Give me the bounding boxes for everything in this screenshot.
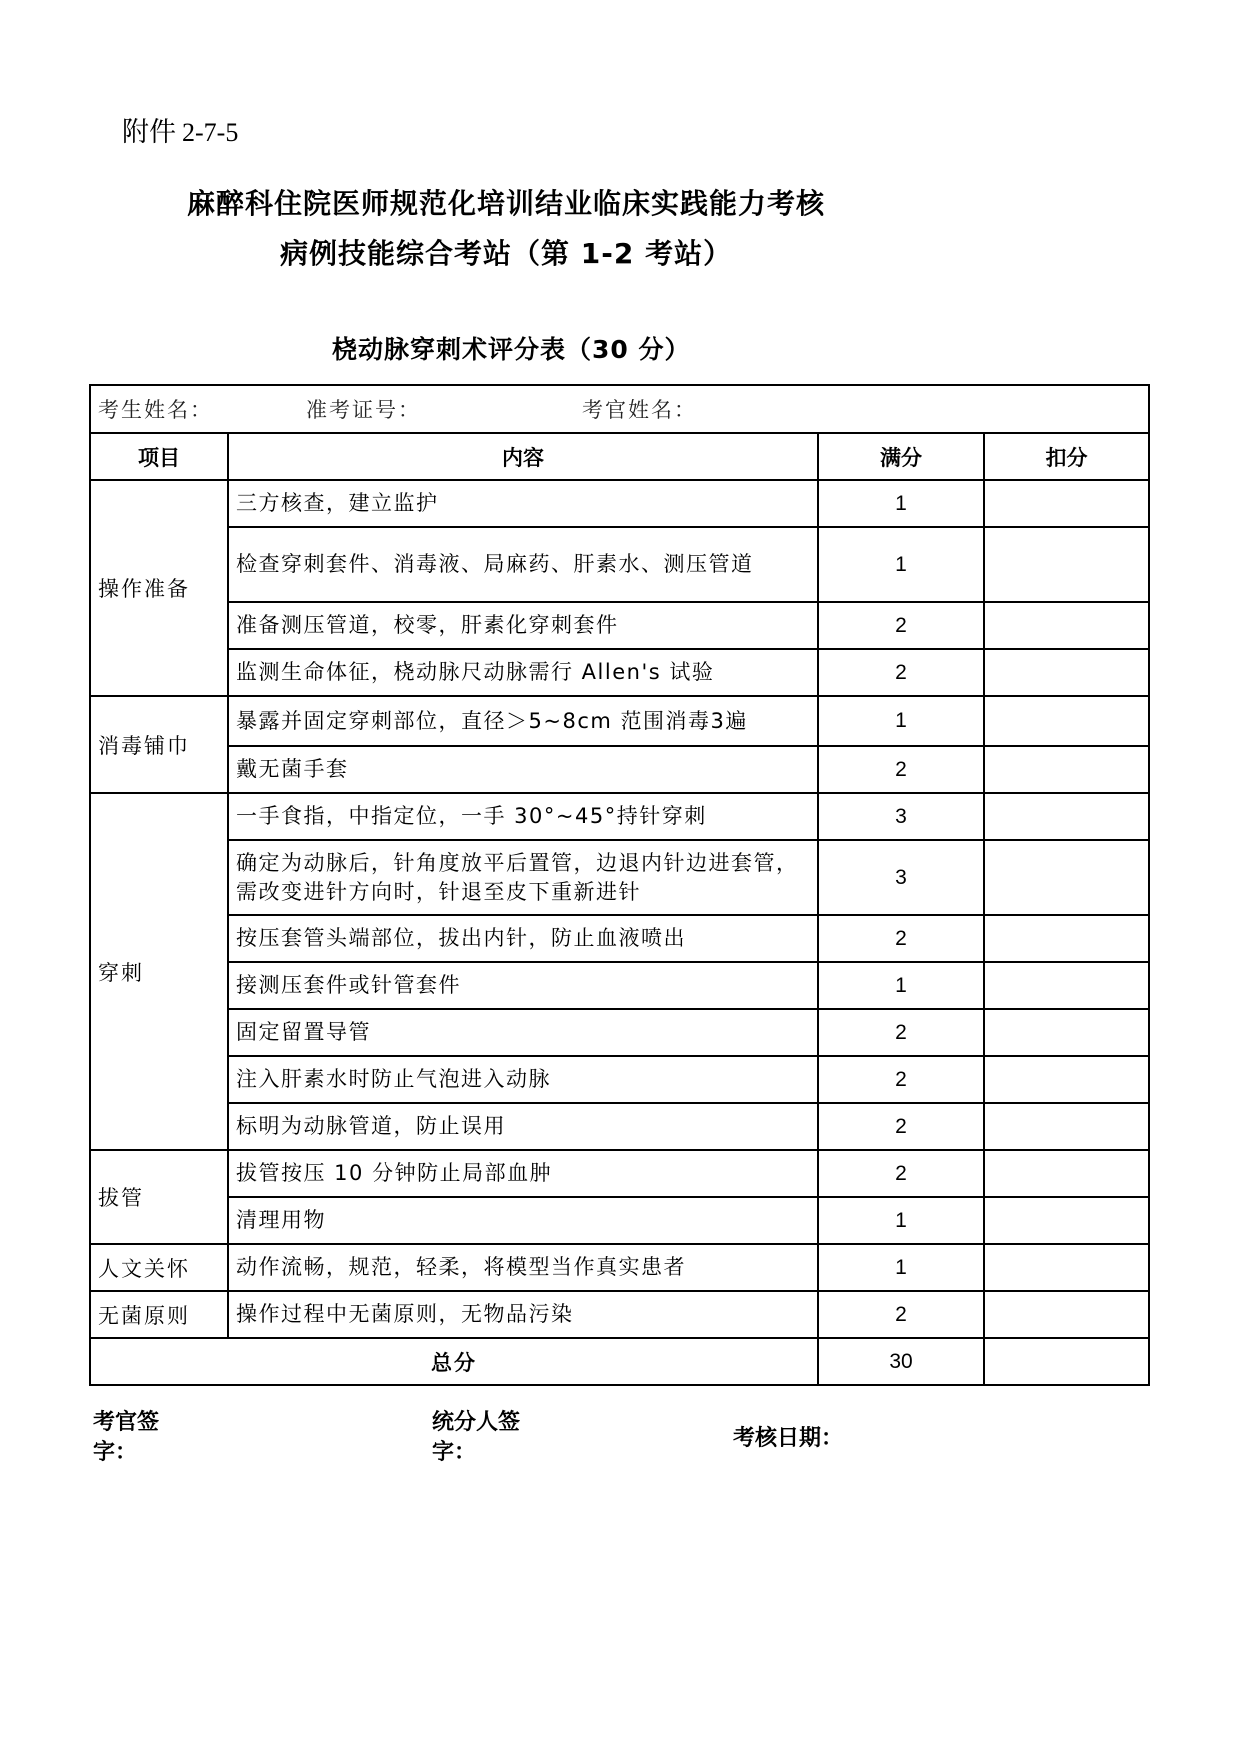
deduction-cell[interactable] [984, 527, 1149, 602]
score-cell: 2 [818, 602, 984, 649]
score-cell: 1 [818, 480, 984, 527]
content-cell: 确定为动脉后，针角度放平后置管，边退内针边进套管， 需改变进针方向时，针退至皮下重新进针 [228, 840, 818, 915]
category-cell: 拔管 [90, 1150, 228, 1244]
content-cell: 三方核查，建立监护 [228, 480, 818, 527]
score-cell: 1 [818, 962, 984, 1009]
score-cell: 2 [818, 649, 984, 696]
score-cell: 2 [818, 1103, 984, 1150]
table-row [90, 1103, 1149, 1150]
score-cell: 1 [818, 527, 984, 602]
deduction-cell[interactable] [984, 793, 1149, 840]
content-cell: 操作过程中无菌原则，无物品污染 [228, 1291, 818, 1338]
deduction-cell[interactable] [984, 746, 1149, 793]
content-cell: 检查穿刺套件、消毒液、局麻药、肝素水、测压管道 [228, 527, 818, 602]
deduction-cell[interactable] [984, 840, 1149, 915]
category-cell: 操作准备 [90, 480, 228, 696]
table-row [90, 746, 1149, 793]
table-row [90, 840, 1149, 915]
examiner-name-label: 考官姓名： [582, 398, 697, 422]
deduction-cell[interactable] [984, 649, 1149, 696]
content-cell: 接测压套件或针管套件 [228, 962, 818, 1009]
candidate-name-label: 考生姓名： [98, 398, 213, 422]
deduction-cell[interactable] [984, 1103, 1149, 1150]
score-cell: 2 [818, 1291, 984, 1338]
deduction-cell[interactable] [984, 915, 1149, 962]
scorer-signature-label: 统分人签字： [432, 1410, 521, 1465]
content-cell: 注入肝素水时防止气泡进入动脉 [228, 1056, 818, 1103]
examiner-signature-label: 考官签字： [93, 1410, 160, 1465]
exam-date-label: 考核日期： [733, 1426, 844, 1451]
category-cell: 穿刺 [90, 793, 228, 1150]
content-cell: 拔管按压 10 分钟防止局部血肿 [228, 1150, 818, 1197]
content-cell: 戴无菌手套 [228, 746, 818, 793]
score-cell: 3 [818, 840, 984, 915]
table-row [90, 1244, 1149, 1291]
deduction-cell[interactable] [984, 1244, 1149, 1291]
table-header [90, 433, 1149, 480]
content-cell: 按压套管头端部位，拔出内针，防止血液喷出 [228, 915, 818, 962]
score-cell: 2 [818, 915, 984, 962]
table-row [90, 962, 1149, 1009]
score-cell: 3 [818, 793, 984, 840]
form-title: 桡动脉穿刺术评分表（30 分） [332, 335, 691, 364]
content-cell: 固定留置导管 [228, 1009, 818, 1056]
content-cell: 暴露并固定穿刺部位，直径＞5~8cm 范围消毒3遍 [228, 696, 818, 746]
category-cell: 人文关怀 [90, 1244, 228, 1291]
deduction-cell[interactable] [984, 1009, 1149, 1056]
score-cell: 2 [818, 746, 984, 793]
total-deduction-cell[interactable] [984, 1338, 1149, 1385]
table-row [90, 793, 1149, 840]
table-row [90, 480, 1149, 527]
header-full-score: 满分 [818, 433, 984, 480]
deduction-cell[interactable] [984, 602, 1149, 649]
document-subtitle: 病例技能综合考站（第 1-2 考站） [280, 237, 733, 270]
category-cell: 无菌原则 [90, 1291, 228, 1338]
category-cell: 消毒铺巾 [90, 696, 228, 793]
score-cell: 2 [818, 1056, 984, 1103]
deduction-cell[interactable] [984, 696, 1149, 746]
content-cell: 动作流畅，规范，轻柔，将模型当作真实患者 [228, 1244, 818, 1291]
content-cell: 标明为动脉管道，防止误用 [228, 1103, 818, 1150]
header-content: 内容 [228, 433, 818, 480]
score-cell: 1 [818, 696, 984, 746]
table-row [90, 649, 1149, 696]
deduction-cell[interactable] [984, 1291, 1149, 1338]
info-row [90, 385, 1149, 433]
attachment-label-text: 附件 [122, 117, 176, 148]
deduction-cell[interactable] [984, 1150, 1149, 1197]
table-row [90, 1056, 1149, 1103]
attachment-label [122, 110, 238, 149]
table-row [90, 1291, 1149, 1338]
score-cell: 2 [818, 1009, 984, 1056]
table-row [90, 527, 1149, 602]
score-cell: 2 [818, 1150, 984, 1197]
admission-number-label: 准考证号： [306, 398, 421, 422]
deduction-cell[interactable] [984, 1056, 1149, 1103]
table-row [90, 915, 1149, 962]
table-row [90, 602, 1149, 649]
content-cell: 一手食指，中指定位，一手 30°~45°持针穿刺 [228, 793, 818, 840]
table-row [90, 1197, 1149, 1244]
scoring-table [89, 384, 1150, 1386]
attachment-number: 2-7-5 [182, 118, 239, 147]
content-cell: 准备测压管道，校零，肝素化穿刺套件 [228, 602, 818, 649]
header-deduction: 扣分 [984, 433, 1149, 480]
deduction-cell[interactable] [984, 1197, 1149, 1244]
deduction-cell[interactable] [984, 962, 1149, 1009]
content-cell: 监测生命体征，桡动脉尺动脉需行 Allen's 试验 [228, 649, 818, 696]
deduction-cell[interactable] [984, 480, 1149, 527]
total-score: 30 [818, 1338, 984, 1385]
score-cell: 1 [818, 1244, 984, 1291]
header-item: 项目 [90, 433, 228, 480]
table-row [90, 1009, 1149, 1056]
table-row [90, 1150, 1149, 1197]
document-title: 麻醉科住院医师规范化培训结业临床实践能力考核 [187, 187, 826, 220]
score-cell: 1 [818, 1197, 984, 1244]
total-row [90, 1338, 1149, 1385]
content-cell: 清理用物 [228, 1197, 818, 1244]
total-label: 总分 [90, 1338, 818, 1385]
table-row [90, 696, 1149, 746]
